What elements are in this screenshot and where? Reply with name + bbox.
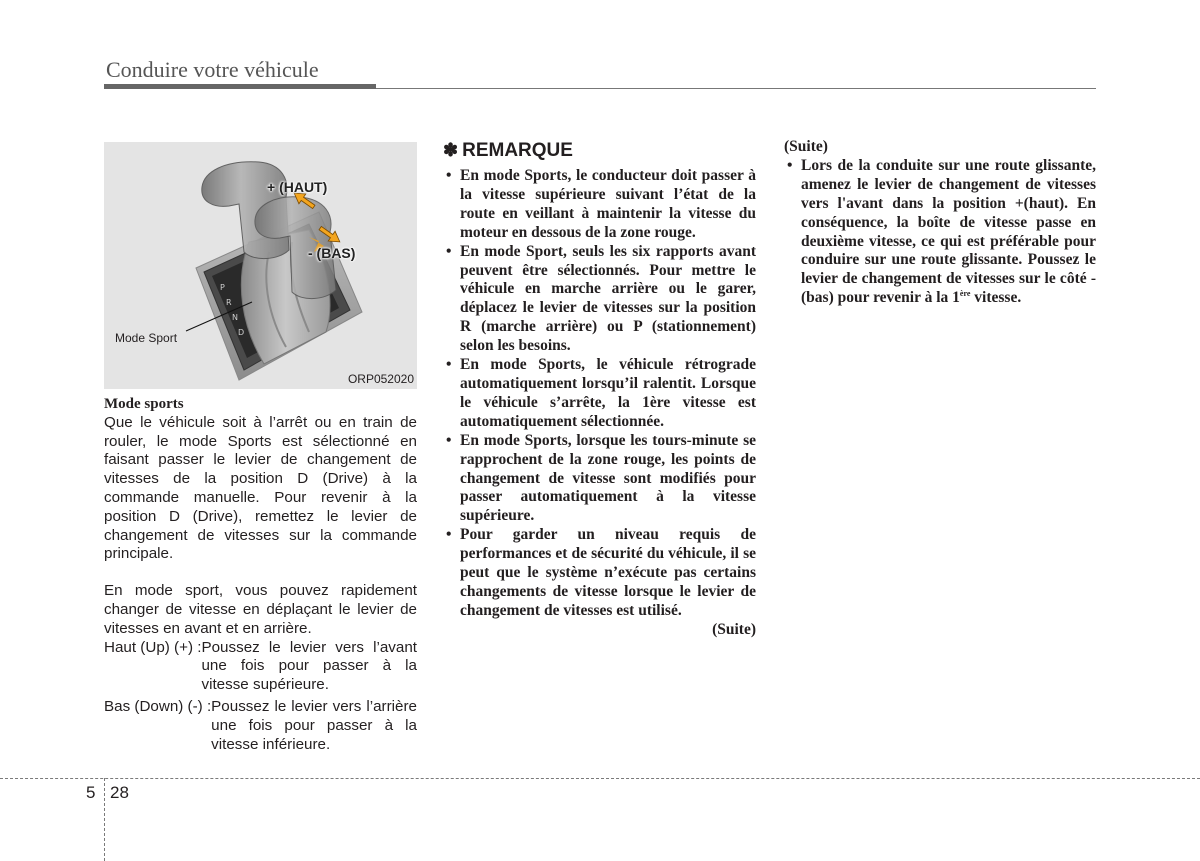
list-item: • En mode Sports, le véhicule rétrograde automatiquement lorsqu’il ralentit. Lorsque le véhicule s’arrête, la 1ère vitesse est automatiquement sélectionnée. <box>443 356 756 432</box>
definition-term: Haut (Up) (+) : <box>104 638 202 656</box>
list-item-text-end: vitesse. <box>970 289 1022 307</box>
paragraph: En mode sport, vous pouvez rapidement changer de vitesse en déplaçant le levier de vitesses en avant et en arrière. <box>104 582 417 637</box>
figure-code: ORP052020 <box>347 372 414 386</box>
chapter-number: 5 <box>86 783 96 802</box>
gate-letter: P <box>220 283 225 292</box>
gate-letter: D <box>238 328 245 337</box>
header-rule-thick <box>104 84 376 89</box>
list-item-text: Lors de la conduite sur une route glissante, amenez le levier de changement de vitesses vers l'avant dans la position +(haut). En conséquence, la boîte de vitesse passe en deuxième vitesse, ce qui est préférable pour conduire sur une route glissante. Poussez le levier de changement de vitesses sur le côté -(bas) pour revenir à la 1 <box>801 156 1096 307</box>
remarque-section <box>443 138 756 640</box>
definition-bas <box>104 698 417 754</box>
definition-text: Poussez le levier vers l’arrière une fois pour passer à la vitesse inférieure. <box>211 697 417 753</box>
left-column <box>104 395 417 754</box>
page-number: 28 <box>110 783 129 802</box>
note-star-icon: ✽ <box>443 140 459 160</box>
mode-sport-label: Mode Sport <box>115 331 178 345</box>
definition-text: Poussez le levier vers l’avant une fois pour passer à la vitesse supérieure. <box>201 638 417 694</box>
continued-label: (Suite) <box>784 138 828 155</box>
paragraph: Que le véhicule soit à l’arrêt ou en train de rouler, le mode Sports est sélectionné en faisant passer le levier de changement de vitesses de la position D (Drive) à la commande manuelle. Pour revenir à la position D (Drive), remettez le levier de changement de vitesses sur la commande principale. <box>104 413 417 563</box>
list-item: • En mode Sports, lorsque les tours-minute se rapprochent de la zone rouge, les points de changement de vitesse sont modifiés pour passer automatiquement à la vitesse supérieure. <box>443 432 756 527</box>
shift-up-label: + (HAUT) <box>267 179 328 195</box>
footer-dashed-line <box>0 778 1200 779</box>
definition-term: Bas (Down) (-) : <box>104 697 212 715</box>
remarque-title <box>443 138 756 163</box>
definition-haut <box>104 639 417 695</box>
gear-shifter-figure <box>104 142 417 389</box>
remarque-list-continued <box>784 157 1096 308</box>
list-item <box>784 157 1096 308</box>
shift-down-label: - (BAS) <box>308 245 356 261</box>
gear-shifter-illustration <box>104 142 417 389</box>
gate-letter: N <box>232 313 238 322</box>
header-rule-thin <box>376 88 1096 89</box>
right-column <box>784 138 1096 308</box>
list-item: • Pour garder un niveau requis de performances et de sécurité du véhicule, il se peut que le système n’exécute pas certains changements de vitesse lorsque le levier de changement de vitesses est utilisé. <box>443 526 756 621</box>
footer-dashed-divider <box>104 778 105 861</box>
list-item: • En mode Sports, le conducteur doit passer à la vitesse supérieure suivant l’état de la route en veillant à maintenir la vitesse du moteur en dessous de la zone rouge. <box>443 167 756 243</box>
section-heading: Mode sports <box>104 396 184 412</box>
remarque-list <box>443 167 756 621</box>
continued-label: (Suite) <box>712 620 756 638</box>
gate-letter: R <box>226 298 232 307</box>
list-item: • En mode Sport, seuls les six rapports avant peuvent être sélectionnés. Pour mettre le véhicule en marche arrière ou le garer, déplacez le levier de vitesses sur la position R (marche arrière) ou P (stationnement) selon les besoins. <box>443 243 756 356</box>
page-header-title: Conduire votre véhicule <box>106 57 319 82</box>
remarque-title-text: REMARQUE <box>462 140 573 161</box>
superscript: ère <box>959 289 971 299</box>
